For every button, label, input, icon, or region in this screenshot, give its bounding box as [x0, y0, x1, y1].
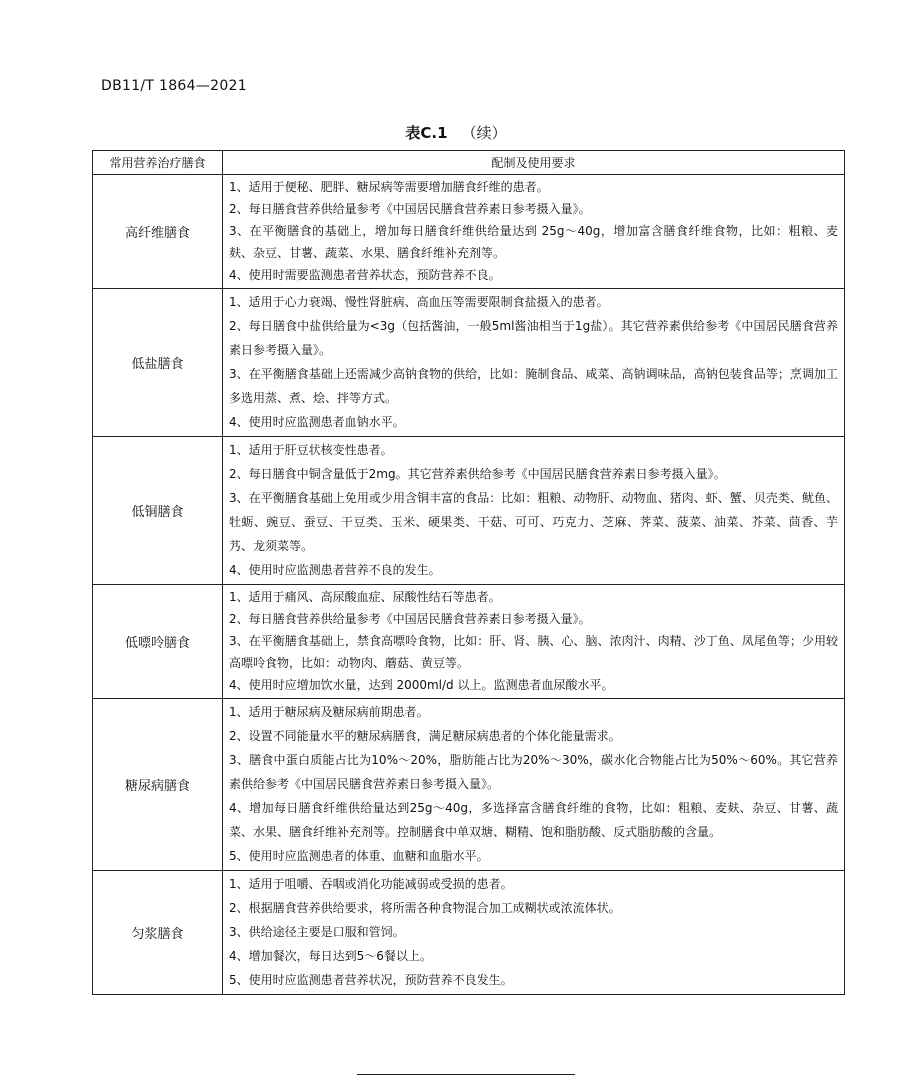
- requirement-item: 1、适用于便秘、肥胖、糖尿病等需要增加膳食纤维的患者。: [229, 180, 549, 194]
- requirement-item: 4、使用时应增加饮水量，达到 2000ml/d 以上。监测患者血尿酸水平。: [229, 678, 614, 692]
- table-title-continued: （续）: [461, 124, 507, 142]
- column-header-requirements: 配制及使用要求: [223, 151, 845, 175]
- table-title-label: 表C.1: [405, 124, 448, 142]
- diet-name: 高纤维膳食: [93, 175, 223, 289]
- diet-requirements: [223, 585, 845, 699]
- table-row: [93, 289, 845, 437]
- document-code: DB11/T 1864—2021: [101, 78, 247, 94]
- requirement-item: 3、供给途径主要是口服和管饲。: [229, 925, 405, 939]
- requirement-item: 4、增加每日膳食纤维供给量达到25g～40g，多选择富含膳食纤维的食物，比如：粗粮、麦麸、杂豆、甘薯、蔬菜、水果、膳食纤维补充剂等。控制膳食中单双塘、糊精、饱和脂肪酸、反式脂肪酸的含量。: [229, 801, 838, 839]
- diet-requirements: [223, 437, 845, 585]
- requirement-item: 2、每日膳食营养供给量参考《中国居民膳食营养素日参考摄入量》。: [229, 202, 591, 216]
- requirement-item: 1、适用于肝豆状核变性患者。: [229, 443, 393, 457]
- requirement-item: 3、在平衡膳食基础上免用或少用含铜丰富的食品：比如：粗粮、动物肝、动物血、猪肉、虾、蟹、贝壳类、鱿鱼、牡蛎、豌豆、蚕豆、干豆类、玉米、硬果类、干菇、可可、巧克力、芝麻、荠菜、菠菜、油菜、芥菜、茴香、芋艿、龙须菜等。: [229, 491, 838, 553]
- diet-name: 糖尿病膳食: [93, 699, 223, 871]
- requirement-item: 3、在平衡膳食的基础上，增加每日膳食纤维供给量达到 25g～40g，增加富含膳食纤维食物，比如：粗粮、麦麸、杂豆、甘薯、蔬菜、水果、膳食纤维补充剂等。: [229, 224, 838, 260]
- diet-requirements: [223, 289, 845, 437]
- requirement-item: 1、适用于糖尿病及糖尿病前期患者。: [229, 705, 429, 719]
- requirement-item: 2、每日膳食中铜含量低于2mg。其它营养素供给参考《中国居民膳食营养素日参考摄入量》。: [229, 467, 726, 481]
- requirement-item: 3、膳食中蛋白质能占比为10%～20%，脂肪能占比为20%～30%，碳水化合物能占比为50%～60%。其它营养素供给参考《中国居民膳食营养素日参考摄入量》。: [229, 753, 838, 791]
- requirement-item: 2、每日膳食中盐供给量为<3g（包括酱油，一般5ml酱油相当于1g盐）。其它营养素供给参考《中国居民膳食营养素日参考摄入量》。: [229, 319, 838, 357]
- requirement-item: 1、适用于咀嚼、吞咽或消化功能减弱或受损的患者。: [229, 877, 513, 891]
- requirement-item: 2、每日膳食营养供给量参考《中国居民膳食营养素日参考摄入量》。: [229, 612, 591, 626]
- requirement-item: 2、设置不同能量水平的糖尿病膳食，满足糖尿病患者的个体化能量需求。: [229, 729, 621, 743]
- requirement-item: 1、适用于心力衰竭、慢性肾脏病、高血压等需要限制食盐摄入的患者。: [229, 295, 609, 309]
- requirement-item: 3、在平衡膳食基础上还需减少高钠食物的供给，比如：腌制食品、咸菜、高钠调味品，高钠包装食品等；烹调加工多选用蒸、煮、烩、拌等方式。: [229, 367, 838, 405]
- requirement-item: 5、使用时应监测患者营养状况，预防营养不良发生。: [229, 973, 513, 987]
- table-row: [93, 871, 845, 995]
- diet-name: 低铜膳食: [93, 437, 223, 585]
- table-header-row: [93, 151, 845, 175]
- table-title: [0, 122, 912, 143]
- column-header-diet: 常用营养治疗膳食: [93, 151, 223, 175]
- diet-requirements: [223, 175, 845, 289]
- diet-requirements-table: [92, 150, 845, 995]
- table-row: [93, 437, 845, 585]
- requirement-item: 5、使用时应监测患者的体重、血糖和血脂水平。: [229, 849, 489, 863]
- requirement-item: 1、适用于痛风、高尿酸血症、尿酸性结石等患者。: [229, 590, 501, 604]
- requirement-item: 4、使用时应监测患者血钠水平。: [229, 415, 405, 429]
- requirement-item: 4、使用时应监测患者营养不良的发生。: [229, 563, 441, 577]
- requirement-item: 3、在平衡膳食基础上，禁食高嘌呤食物，比如：肝、肾、胰、心、脑、浓肉汁、肉精、沙丁鱼、凤尾鱼等；少用较高嘌呤食物，比如：动物肉、蘑菇、黄豆等。: [229, 634, 838, 670]
- end-of-page-rule: [357, 1074, 575, 1075]
- diet-requirements: [223, 871, 845, 995]
- requirement-item: 4、使用时需要监测患者营养状态，预防营养不良。: [229, 268, 501, 282]
- diet-name: 低盐膳食: [93, 289, 223, 437]
- table-row: [93, 175, 845, 289]
- diet-requirements: [223, 699, 845, 871]
- requirement-item: 4、增加餐次，每日达到5～6餐以上。: [229, 949, 432, 963]
- table-row: [93, 699, 845, 871]
- requirement-item: 2、根据膳食营养供给要求，将所需各种食物混合加工成糊状或浓流体状。: [229, 901, 621, 915]
- diet-name: 低嘌呤膳食: [93, 585, 223, 699]
- table-row: [93, 585, 845, 699]
- diet-name: 匀浆膳食: [93, 871, 223, 995]
